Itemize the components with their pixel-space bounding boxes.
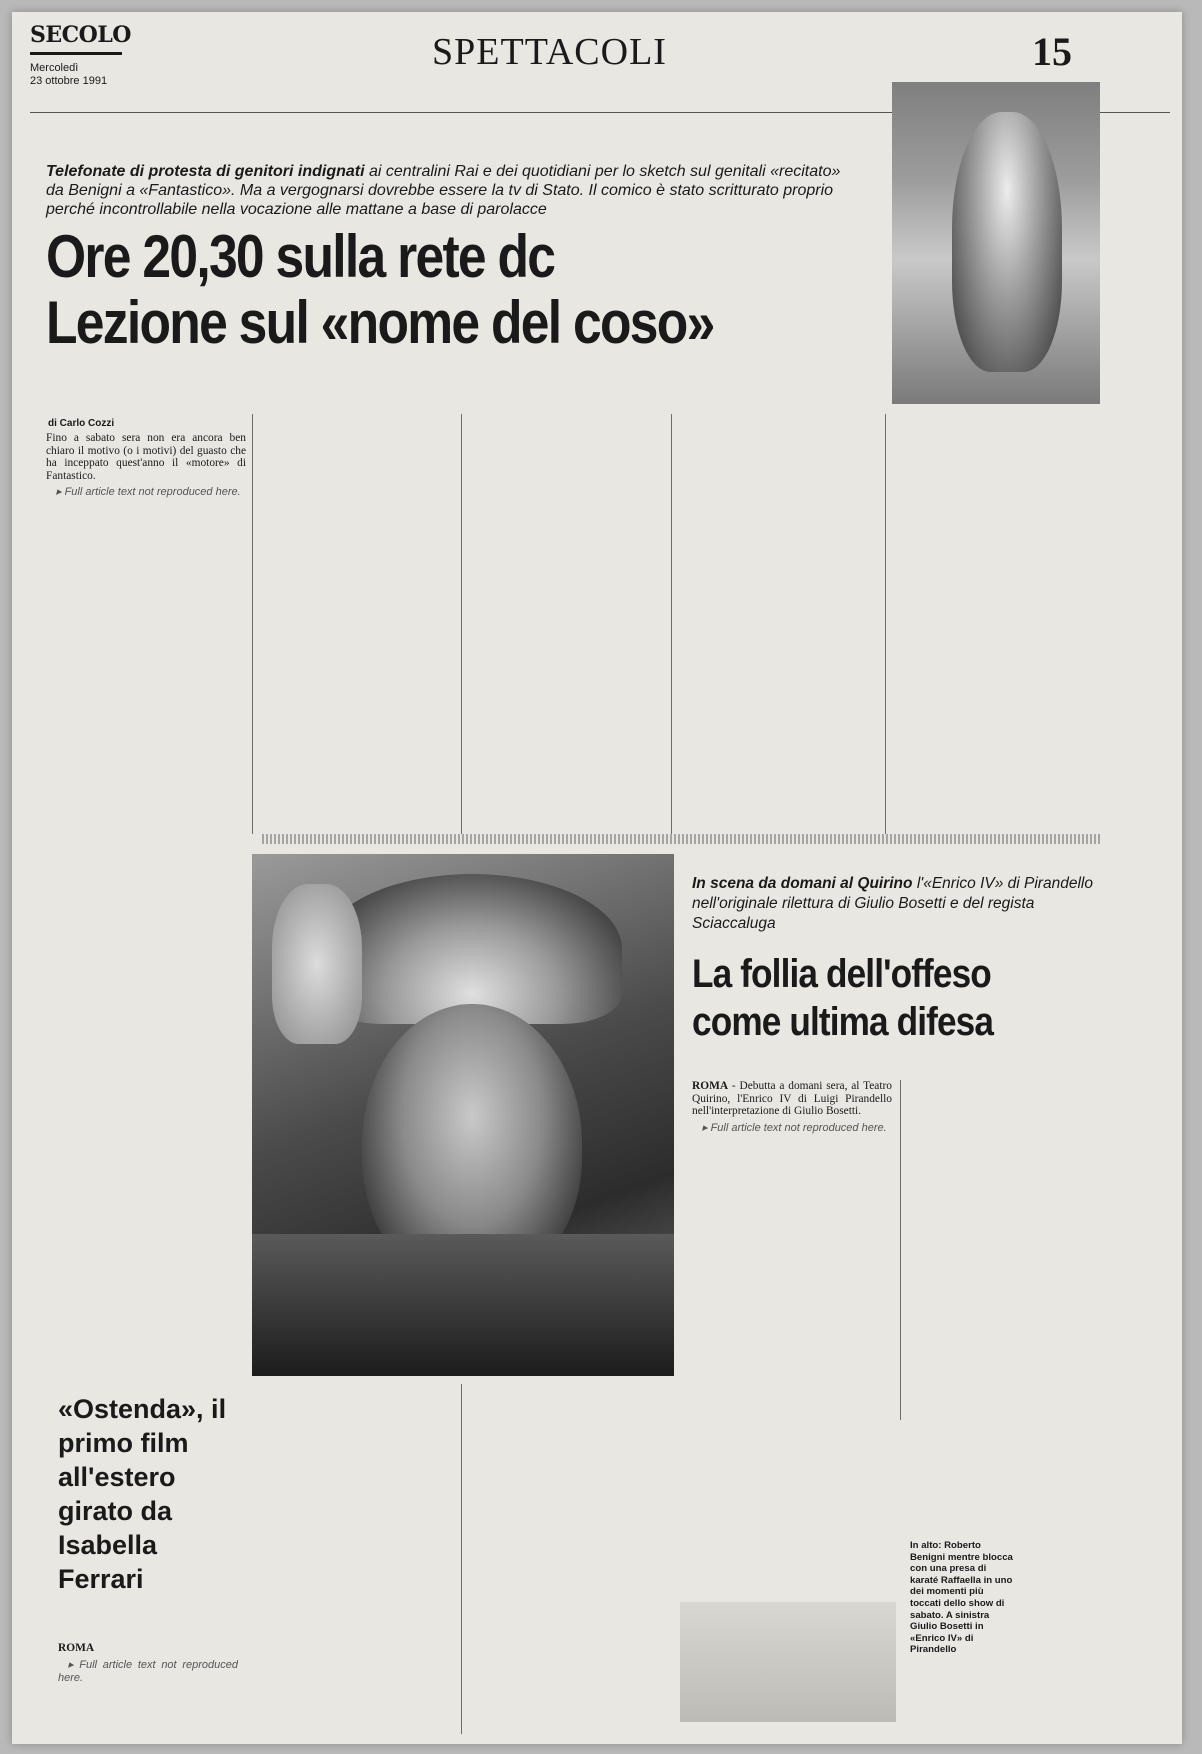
lead-headline-line2: Lezione sul «nome del coso» bbox=[46, 289, 714, 356]
logo-underline bbox=[30, 52, 122, 55]
masthead-full-date: 23 ottobre 1991 bbox=[30, 75, 108, 87]
lead-kicker-bold: Telefonate di protesta di genitori indignati bbox=[46, 163, 365, 180]
ostenda-opening bbox=[58, 1642, 238, 1655]
column-rule bbox=[461, 414, 462, 834]
quirino-headline-line2: come ultima difesa bbox=[692, 1000, 994, 1044]
quirino-headline-line1: La follia dell'offeso bbox=[692, 952, 991, 996]
column-rule bbox=[885, 414, 886, 834]
quirino-kicker-rest: l'«Enrico IV» di Pirandello nell'originale rilettura di Giulio Bosetti e del regista Sciaccaluga bbox=[692, 875, 1093, 932]
quirino-kicker bbox=[692, 874, 1112, 934]
benigni-photo bbox=[892, 82, 1100, 404]
quirino-headline bbox=[692, 950, 1097, 1046]
quirino-column-2 bbox=[908, 1080, 1104, 1420]
photo-caption: In alto: Roberto Benigni mentre blocca con una presa di karaté Raffaella in uno dei momenti più toccati dello show di sabato. A sinistra Giulio Bosetti in «Enrico IV» di Pirandello bbox=[910, 1540, 1013, 1656]
bottom-photo-area bbox=[680, 1602, 896, 1722]
quirino-column-1 bbox=[692, 1080, 892, 1600]
body-text-notice: ▸ Full article text not reproduced here. bbox=[58, 1659, 238, 1685]
quirino-kicker-bold: In scena da domani al Quirino bbox=[692, 875, 913, 892]
photo-collar bbox=[252, 1234, 674, 1376]
ostenda-column-1 bbox=[58, 1642, 238, 1732]
photo-crown bbox=[322, 874, 622, 1024]
body-text-notice: ▸ Full article text not reproduced here. bbox=[46, 486, 246, 499]
bosetti-photo bbox=[252, 854, 674, 1376]
lead-column-5 bbox=[892, 414, 1100, 854]
lead-kicker-rest: ai centralini Rai e dei quotidiani per lo sketch sul genitali «recitato» da Benigni a «Fantastico». Ma a vergognarsi dovrebbe essere la tv di Stato. Il comico è stato scritturato proprio perché incontrollabile nella vocazione alle mattane a base di parolacce bbox=[46, 163, 841, 218]
lead-column-1 bbox=[46, 432, 246, 1356]
newspaper-page bbox=[12, 12, 1182, 1744]
ostenda-column-2 bbox=[258, 1384, 454, 1736]
page-number: 15 bbox=[1032, 29, 1072, 74]
body-text-notice: ▸ Full article text not reproduced here. bbox=[692, 1122, 892, 1135]
ostenda-headline: «Ostenda», il primo film all'estero girato da Isabella Ferrari bbox=[58, 1394, 227, 1594]
column-rule bbox=[461, 1384, 462, 1734]
column-rule bbox=[252, 414, 253, 834]
quirino-opening bbox=[692, 1080, 892, 1118]
lead-column-4 bbox=[678, 414, 878, 854]
lead-headline-line1: Ore 20,30 sulla rete dc bbox=[46, 223, 555, 290]
column-rule bbox=[671, 414, 672, 834]
quirino-dateline: ROMA bbox=[692, 1080, 729, 1092]
lead-kicker bbox=[46, 162, 846, 219]
photo-hand bbox=[272, 884, 362, 1044]
ostenda-column-3 bbox=[468, 1384, 668, 1736]
lead-byline: di Carlo Cozzi bbox=[48, 418, 115, 429]
masthead-logo: SECOLO bbox=[30, 22, 131, 48]
section-divider bbox=[262, 834, 1102, 844]
masthead-date bbox=[30, 62, 107, 88]
lead-column-2 bbox=[258, 414, 454, 854]
section-title: SPETTACOLI bbox=[432, 31, 667, 73]
ostenda-dateline: ROMA bbox=[58, 1642, 95, 1654]
lead-headline bbox=[46, 224, 760, 356]
lead-opening: Fino a sabato sera non era ancora ben chiaro il motivo (o i motivi) del guasto che ha inceppato quest'anno il «motore» di Fantastico. bbox=[46, 432, 246, 482]
lead-column-3 bbox=[468, 414, 664, 854]
quirino-opening-text: - Debutta a domani sera, al Teatro Quirino, l'Enrico IV di Luigi Pirandello nell'interpretazione di Giulio Bosetti. bbox=[692, 1080, 892, 1118]
column-rule bbox=[900, 1080, 901, 1420]
photo-figure bbox=[952, 112, 1062, 372]
masthead-weekday: Mercoledì bbox=[30, 62, 79, 74]
